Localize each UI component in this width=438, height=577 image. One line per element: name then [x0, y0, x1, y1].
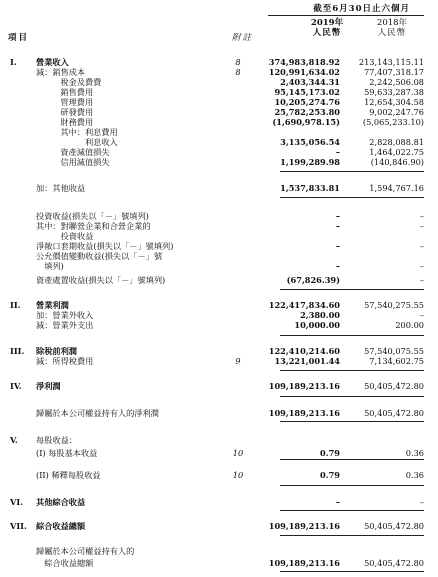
- row-label: 投資收益(損失以「－」號填列): [36, 211, 149, 221]
- value-current: 3,135,056.54: [280, 137, 340, 147]
- value-prior: 57,540,075.55: [364, 346, 424, 356]
- row-label: 資產減值損失: [44, 147, 110, 157]
- note-ref: 9: [235, 356, 241, 366]
- header-divider: [268, 15, 424, 16]
- section-number: IV.: [10, 381, 22, 391]
- value-prior: 50,405,472.80: [364, 408, 424, 418]
- subtotal-rule: [280, 396, 366, 397]
- row-label: 減：銷售成本: [36, 67, 86, 77]
- value-current: –: [335, 211, 340, 221]
- value-prior: 50,405,472.80: [364, 521, 424, 531]
- currency-current-header: 人民幣: [312, 28, 342, 38]
- value-prior: –: [419, 261, 424, 271]
- row-label: (I) 每股基本收益: [36, 448, 98, 458]
- subtotal-rule: [280, 335, 366, 336]
- note-ref: 8: [235, 67, 241, 77]
- table-row: [0, 435, 438, 446]
- subtotal-rule: [364, 459, 424, 460]
- table-row: [0, 275, 438, 286]
- value-current: 0.79: [320, 470, 340, 480]
- table-row: [0, 521, 438, 532]
- value-prior: –: [419, 211, 424, 221]
- value-current: –: [335, 147, 340, 157]
- subtotal-rule: [364, 370, 424, 371]
- value-current: 0.79: [320, 448, 340, 458]
- section-number: VII.: [10, 521, 27, 531]
- value-prior: 57,540,275.55: [364, 300, 424, 310]
- value-current: 25,782,253.80: [274, 107, 340, 117]
- value-prior: 213,143,115.11: [358, 57, 424, 67]
- value-current: 95,145,173.02: [274, 87, 340, 97]
- value-prior: 2,242,506.08: [369, 77, 424, 87]
- subtotal-rule: [364, 396, 424, 397]
- value-current: –: [335, 261, 340, 271]
- subtotal-rule: [280, 289, 366, 290]
- value-current: 120,991,634.02: [268, 67, 340, 77]
- row-label: 資產處置收益(損失以「－」號填列): [36, 275, 166, 285]
- row-label: 營業利潤: [36, 300, 69, 310]
- table-row: [0, 356, 438, 367]
- row-label: 歸屬於本公司權益持有人的: [36, 546, 135, 556]
- table-row: [0, 546, 438, 557]
- currency-prior-header: 人民幣: [377, 28, 407, 38]
- value-prior: –: [419, 275, 424, 285]
- value-prior: 1,594,767.16: [369, 183, 424, 193]
- table-row: [0, 183, 438, 194]
- row-label: 淨利潤: [36, 381, 61, 391]
- value-prior: 200.00: [395, 320, 424, 330]
- row-label: 管理費用: [44, 97, 94, 107]
- row-label: 填列): [36, 261, 64, 271]
- subtotal-rule: [364, 421, 424, 422]
- row-label: 投資收益: [36, 231, 94, 241]
- value-prior: –: [419, 310, 424, 320]
- value-prior: 50,405,472.80: [364, 381, 424, 391]
- subtotal-rule: [364, 485, 424, 486]
- subtotal-rule: [364, 171, 424, 172]
- value-current: 109,189,213.16: [268, 558, 340, 568]
- value-current: 109,189,213.16: [268, 408, 340, 418]
- subtotal-rule: [364, 335, 424, 336]
- year-current-header: 2019年: [310, 18, 344, 28]
- value-current: 374,983,818.92: [268, 57, 340, 67]
- value-current: –: [335, 497, 340, 507]
- table-row: [0, 381, 438, 392]
- value-prior: (140,846.90): [370, 157, 424, 167]
- year-prior-header: 2018年: [376, 18, 408, 28]
- value-prior: –: [419, 221, 424, 231]
- value-current: 122,417,834.60: [268, 300, 340, 310]
- row-label: 減：所得稅費用: [36, 356, 94, 366]
- table-row: [0, 470, 438, 481]
- subtotal-rule: [280, 485, 366, 486]
- section-number: V.: [10, 435, 18, 445]
- subtotal-rule: [280, 535, 366, 536]
- value-current: 10,000.00: [294, 320, 340, 330]
- subtotal-rule: [280, 459, 366, 460]
- value-prior: (5,065,233.10): [362, 117, 424, 127]
- value-current: 122,410,214.60: [268, 346, 340, 356]
- value-prior: 59,633,287.38: [364, 87, 424, 97]
- row-label: 加：營業外收入: [36, 310, 94, 320]
- table-row: [0, 497, 438, 508]
- table-row: [0, 320, 438, 331]
- row-label: 歸屬於本公司權益持有人的淨利潤: [36, 408, 159, 418]
- subtotal-rule: [364, 197, 424, 198]
- row-label: 研發費用: [44, 107, 94, 117]
- subtotal-rule: [280, 571, 366, 572]
- row-label: 公允價值變動收益(損失以「－」號: [36, 251, 163, 261]
- value-current: 1,199,289.98: [280, 157, 340, 167]
- subtotal-rule: [280, 197, 366, 198]
- value-current: –: [335, 241, 340, 251]
- subtotal-rule: [280, 370, 366, 371]
- value-prior: 77,407,318.17: [364, 67, 424, 77]
- row-label: 加：其他收益: [36, 183, 86, 193]
- row-label: 財務費用: [44, 117, 94, 127]
- row-label: 減：營業外支出: [36, 320, 94, 330]
- value-current: 2,403,344.31: [280, 77, 340, 87]
- value-prior: –: [419, 241, 424, 251]
- row-label: 利息收入: [44, 137, 118, 147]
- row-label: 銷售費用: [44, 87, 94, 97]
- subtotal-rule: [364, 510, 424, 511]
- value-current: –: [335, 221, 340, 231]
- value-prior: 9,002,247.76: [369, 107, 424, 117]
- row-label: 信用減值損失: [44, 157, 110, 167]
- subtotal-rule: [280, 510, 366, 511]
- row-label: 其中：利息費用: [44, 127, 118, 137]
- value-prior: 12,654,304.58: [364, 97, 424, 107]
- note-ref: 10: [232, 470, 244, 480]
- value-current: 13,221,001.44: [274, 356, 340, 366]
- period-header: 截至6月30日止六個月: [313, 4, 410, 14]
- subtotal-rule: [364, 289, 424, 290]
- table-row: [0, 261, 438, 272]
- value-prior: –: [419, 497, 424, 507]
- row-label: 淨敞口套期收益(損失以「－」號填列): [36, 241, 174, 251]
- value-prior: 1,464,022.75: [369, 147, 424, 157]
- note-ref: 8: [235, 57, 241, 67]
- row-label: 綜合收益總額: [36, 521, 86, 531]
- row-label: 除稅前利潤: [36, 346, 77, 356]
- note-ref: 10: [232, 448, 244, 458]
- row-label: 綜合收益總額: [36, 558, 94, 568]
- table-row: [0, 558, 438, 569]
- row-label: 稅金及費費: [44, 77, 102, 87]
- section-number: VI.: [10, 497, 24, 507]
- item-column-header: 項目: [8, 33, 30, 43]
- value-prior: 50,405,472.80: [364, 558, 424, 568]
- table-row: [0, 448, 438, 459]
- value-current: 109,189,213.16: [268, 521, 340, 531]
- row-label: 其中：對聯營企業和合營企業的: [36, 221, 151, 231]
- row-label: 營業收入: [36, 57, 69, 67]
- subtotal-rule: [280, 171, 366, 172]
- section-number: II.: [10, 300, 21, 310]
- section-number: I.: [10, 57, 17, 67]
- row-label: (II) 稀釋每股收益: [36, 470, 101, 480]
- subtotal-rule: [364, 571, 424, 572]
- value-current: 109,189,213.16: [268, 381, 340, 391]
- row-label: 其他綜合收益: [36, 497, 86, 507]
- value-prior: 0.36: [405, 470, 424, 480]
- row-label: 每股收益：: [36, 435, 77, 445]
- value-current: (67,826.39): [286, 275, 340, 285]
- table-row: [0, 408, 438, 419]
- section-number: III.: [10, 346, 25, 356]
- value-prior: 0.36: [405, 448, 424, 458]
- value-current: 1,537,833.81: [280, 183, 340, 193]
- value-prior: 7,134,602.75: [369, 356, 424, 366]
- table-row: [0, 157, 438, 168]
- note-column-header: 附註: [232, 33, 254, 43]
- value-current: (1,690,978.15): [272, 117, 340, 127]
- value-current: 2,380.00: [300, 310, 340, 320]
- subtotal-rule: [280, 421, 366, 422]
- value-current: 10,205,274.76: [274, 97, 340, 107]
- subtotal-rule: [364, 535, 424, 536]
- value-prior: 2,828,088.81: [369, 137, 424, 147]
